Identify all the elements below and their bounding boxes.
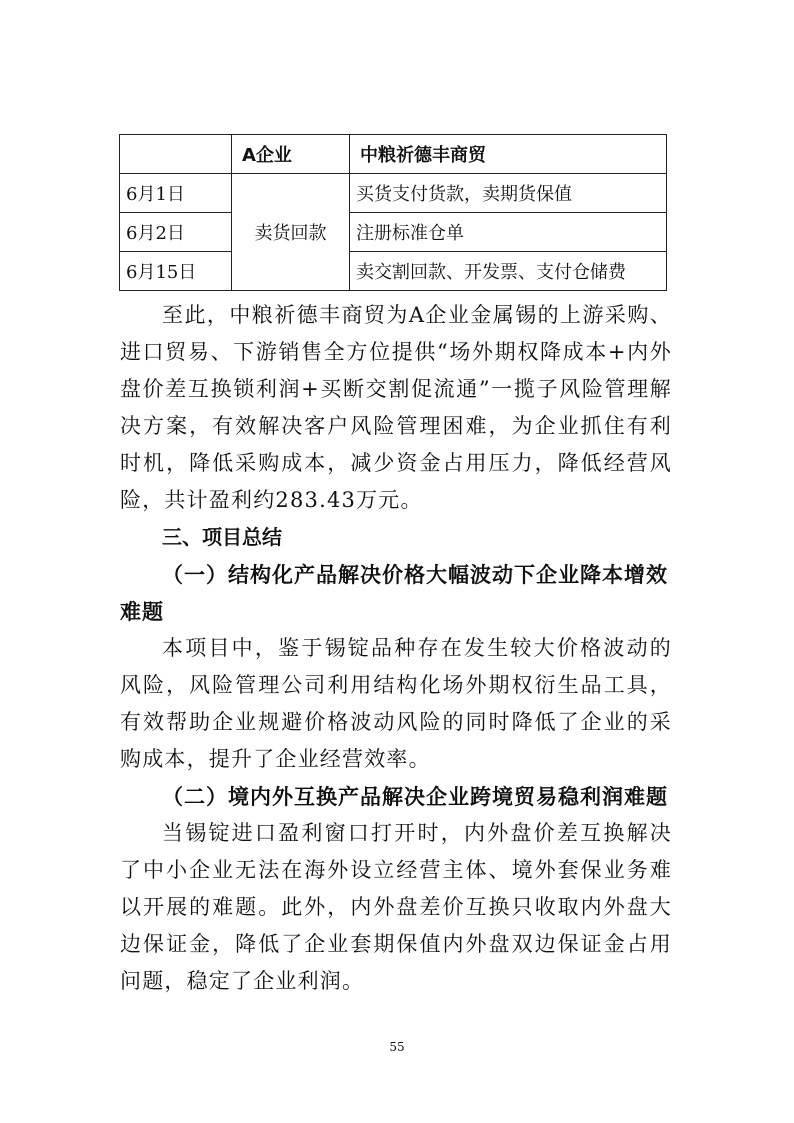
action-cell: 卖交割回款、开发票、支付仓储费 [350,252,667,291]
table-header-cell [120,135,232,174]
action-cell: 注册标准仓单 [350,213,667,252]
table-row [120,174,667,213]
transaction-table [119,134,667,291]
paragraph: 当锡锭进口盈利窗口打开时，内外盘价差互换解决了中小企业无法在海外设立经营主体、境外套保业务难以开展的难题。此外，内外盘差价互换只收取内外盘大边保证金，降低了企业套期保值内外盘双边保证金占用问题，稳定了企业利润。 [120,821,672,993]
paragraph: 至此，中粮祈德丰商贸为A企业金属锡的上游采购、进口贸易、下游销售全方位提供“场外期权降成本+内外盘价差互换锁利润+买断交割促流通”一揽子风险管理解决方案，有效解决客户风险管理困难，为企业抓住有利时机，降低采购成本，减少资金占用压力，降低经营风险，共计盈利约283.43万元。 [120,303,672,512]
page-number: 55 [389,1040,405,1054]
action-cell: 买货支付货款，卖期货保值 [350,174,667,213]
section-heading: 三、项目总结 [162,525,282,549]
paragraph: 本项目中，鉴于锡锭品种存在发生较大价格波动的风险，风险管理公司利用结构化场外期权衍生品工具，有效帮助企业规避价格波动风险的同时降低了企业的采购成本，提升了企业经营效率。 [120,636,672,771]
date-cell: 6月2日 [120,213,232,252]
table-header-cell: 中粮祈德丰商贸 [350,135,667,174]
date-cell: 6月1日 [120,174,232,213]
subsection-heading: （二）境内外互换产品解决企业跨境贸易稳利润难题 [162,784,668,809]
body-text [120,297,672,1000]
subsection-heading: （一）结构化产品解决价格大幅波动下企业降本增效难题 [120,562,668,624]
table-row [120,213,667,252]
table-row [120,252,667,291]
table-header-cell: A企业 [232,135,350,174]
table-header-row [120,135,667,174]
merged-cell: 卖货回款 [232,174,350,291]
date-cell: 6月15日 [120,252,232,291]
